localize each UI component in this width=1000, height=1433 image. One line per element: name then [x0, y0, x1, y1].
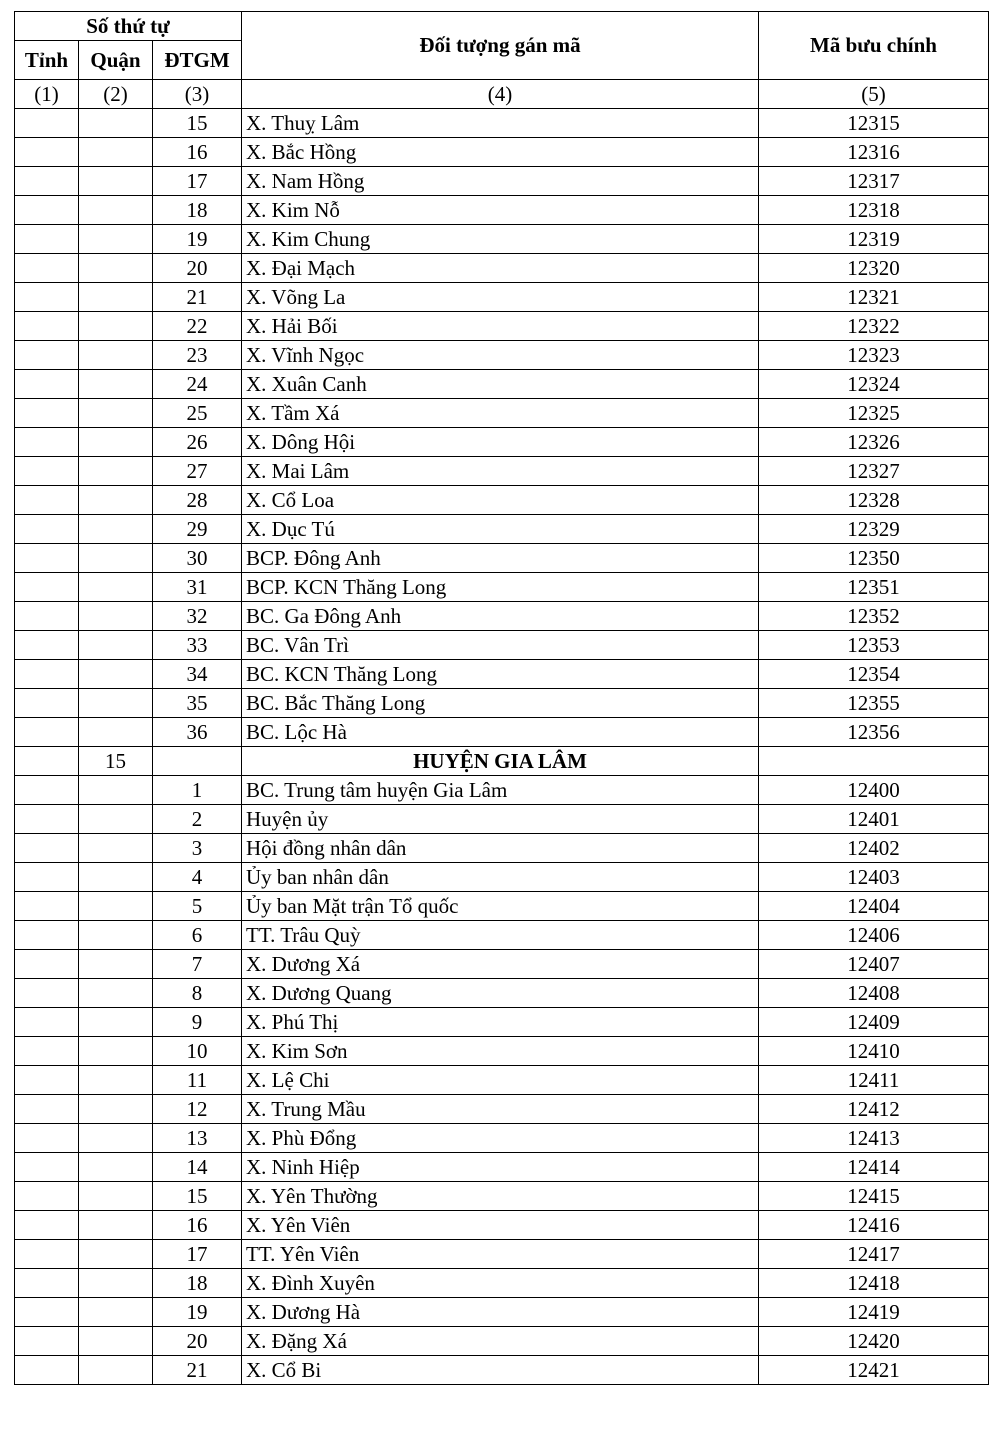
cell-tinh	[15, 950, 79, 979]
cell-tinh	[15, 312, 79, 341]
table-row	[15, 1182, 989, 1211]
table-row	[15, 515, 989, 544]
cell-tinh	[15, 1124, 79, 1153]
cell-dtgm: 33	[153, 631, 242, 660]
cell-tinh	[15, 834, 79, 863]
cell-object: X. Dương Hà	[242, 1298, 759, 1327]
cell-quan	[79, 660, 153, 689]
cell-object: X. Dông Hội	[242, 428, 759, 457]
cell-dtgm: 20	[153, 1327, 242, 1356]
cell-tinh	[15, 718, 79, 747]
cell-dtgm: 17	[153, 167, 242, 196]
cell-quan	[79, 631, 153, 660]
cell-object: Huyện ủy	[242, 805, 759, 834]
cell-dtgm: 32	[153, 602, 242, 631]
cell-postcode: 12355	[759, 689, 989, 718]
cell-tinh	[15, 544, 79, 573]
cell-tinh	[15, 138, 79, 167]
table-row	[15, 1037, 989, 1066]
table-row	[15, 718, 989, 747]
cell-tinh	[15, 602, 79, 631]
cell-object: X. Yên Thường	[242, 1182, 759, 1211]
table-row	[15, 631, 989, 660]
cell-quan	[79, 718, 153, 747]
cell-quan	[79, 776, 153, 805]
cell-postcode: 12415	[759, 1182, 989, 1211]
cell-postcode: 12404	[759, 892, 989, 921]
table-row	[15, 486, 989, 515]
table-row	[15, 1327, 989, 1356]
cell-object: X. Kim Chung	[242, 225, 759, 254]
cell-quan	[79, 283, 153, 312]
cell-dtgm: 36	[153, 718, 242, 747]
cell-dtgm: 16	[153, 138, 242, 167]
table-row	[15, 1008, 989, 1037]
cell-tinh	[15, 631, 79, 660]
cell-postcode: 12417	[759, 1240, 989, 1269]
column-number-4: (4)	[242, 80, 759, 109]
cell-quan	[79, 544, 153, 573]
table-row	[15, 950, 989, 979]
cell-object: X. Đặng Xá	[242, 1327, 759, 1356]
cell-dtgm: 6	[153, 921, 242, 950]
cell-object: BC. Trung tâm huyện Gia Lâm	[242, 776, 759, 805]
cell-dtgm: 17	[153, 1240, 242, 1269]
cell-quan	[79, 892, 153, 921]
cell-postcode: 12402	[759, 834, 989, 863]
cell-quan	[79, 1008, 153, 1037]
cell-postcode: 12411	[759, 1066, 989, 1095]
column-header-postcode: Mã bưu chính	[759, 12, 989, 80]
cell-postcode: 12324	[759, 370, 989, 399]
cell-object: X. Vĩnh Ngọc	[242, 341, 759, 370]
table-body	[15, 109, 989, 1385]
cell-object: X. Dương Xá	[242, 950, 759, 979]
cell-dtgm: 12	[153, 1095, 242, 1124]
cell-tinh	[15, 196, 79, 225]
cell-dtgm: 28	[153, 486, 242, 515]
cell-tinh	[15, 457, 79, 486]
cell-quan	[79, 138, 153, 167]
cell-dtgm: 31	[153, 573, 242, 602]
district-heading: HUYỆN GIA LÂM	[242, 747, 759, 776]
cell-object: X. Kim Nỗ	[242, 196, 759, 225]
table-row	[15, 254, 989, 283]
cell-tinh	[15, 863, 79, 892]
cell-dtgm: 34	[153, 660, 242, 689]
cell-object: X. Lệ Chi	[242, 1066, 759, 1095]
cell-tinh	[15, 1037, 79, 1066]
cell-object: Ủy ban Mặt trận Tổ quốc	[242, 892, 759, 921]
cell-tinh	[15, 805, 79, 834]
cell-postcode: 12401	[759, 805, 989, 834]
table-row	[15, 196, 989, 225]
cell-quan	[79, 1356, 153, 1385]
cell-object: TT. Trâu Quỳ	[242, 921, 759, 950]
cell-dtgm: 18	[153, 196, 242, 225]
cell-object: BC. Bắc Thăng Long	[242, 689, 759, 718]
table-row	[15, 544, 989, 573]
cell-postcode: 12421	[759, 1356, 989, 1385]
cell-object: BC. Lộc Hà	[242, 718, 759, 747]
cell-tinh	[15, 428, 79, 457]
cell-object: X. Nam Hồng	[242, 167, 759, 196]
cell-tinh	[15, 1298, 79, 1327]
cell-postcode: 12316	[759, 138, 989, 167]
cell-dtgm: 11	[153, 1066, 242, 1095]
cell-postcode: 12320	[759, 254, 989, 283]
cell-object: X. Phú Thị	[242, 1008, 759, 1037]
cell-tinh	[15, 109, 79, 138]
cell-postcode: 12419	[759, 1298, 989, 1327]
cell-quan	[79, 1240, 153, 1269]
cell-quan	[79, 254, 153, 283]
cell-postcode: 12409	[759, 1008, 989, 1037]
cell-quan	[79, 515, 153, 544]
table-row	[15, 979, 989, 1008]
table-row	[15, 138, 989, 167]
cell-object: X. Cổ Bi	[242, 1356, 759, 1385]
column-header-object: Đối tượng gán mã	[242, 12, 759, 80]
cell-dtgm: 9	[153, 1008, 242, 1037]
cell-object: X. Cổ Loa	[242, 486, 759, 515]
cell-tinh	[15, 486, 79, 515]
table-row	[15, 399, 989, 428]
cell-postcode: 12353	[759, 631, 989, 660]
cell-object: Hội đồng nhân dân	[242, 834, 759, 863]
table-row	[15, 225, 989, 254]
table-row	[15, 1095, 989, 1124]
cell-quan	[79, 979, 153, 1008]
cell-tinh	[15, 370, 79, 399]
cell-postcode: 12318	[759, 196, 989, 225]
cell-postcode: 12406	[759, 921, 989, 950]
cell-quan	[79, 921, 153, 950]
cell-dtgm: 15	[153, 109, 242, 138]
cell-postcode: 12327	[759, 457, 989, 486]
table-row	[15, 109, 989, 138]
table-row	[15, 921, 989, 950]
cell-tinh	[15, 689, 79, 718]
cell-dtgm	[153, 747, 242, 776]
cell-quan	[79, 370, 153, 399]
cell-dtgm: 18	[153, 1269, 242, 1298]
cell-quan	[79, 834, 153, 863]
cell-postcode: 12354	[759, 660, 989, 689]
table-row	[15, 834, 989, 863]
column-number-3: (3)	[153, 80, 242, 109]
table-row	[15, 283, 989, 312]
cell-dtgm: 13	[153, 1124, 242, 1153]
cell-object: BC. Ga Đông Anh	[242, 602, 759, 631]
cell-object: X. Mai Lâm	[242, 457, 759, 486]
table-row	[15, 1153, 989, 1182]
cell-object: X. Dục Tú	[242, 515, 759, 544]
cell-tinh	[15, 1153, 79, 1182]
cell-tinh	[15, 1240, 79, 1269]
cell-tinh	[15, 747, 79, 776]
cell-postcode: 12351	[759, 573, 989, 602]
table-row	[15, 370, 989, 399]
cell-quan	[79, 428, 153, 457]
cell-quan	[79, 950, 153, 979]
cell-postcode: 12321	[759, 283, 989, 312]
cell-quan: 15	[79, 747, 153, 776]
table-row	[15, 167, 989, 196]
cell-dtgm: 1	[153, 776, 242, 805]
column-header-quan: Quận	[79, 41, 153, 80]
cell-quan	[79, 399, 153, 428]
cell-dtgm: 24	[153, 370, 242, 399]
column-number-2: (2)	[79, 80, 153, 109]
cell-postcode: 12352	[759, 602, 989, 631]
cell-quan	[79, 1182, 153, 1211]
cell-postcode: 12420	[759, 1327, 989, 1356]
table-row	[15, 805, 989, 834]
cell-object: BC. Vân Trì	[242, 631, 759, 660]
cell-postcode: 12317	[759, 167, 989, 196]
table-row	[15, 573, 989, 602]
cell-dtgm: 20	[153, 254, 242, 283]
cell-postcode: 12326	[759, 428, 989, 457]
cell-tinh	[15, 1182, 79, 1211]
cell-tinh	[15, 921, 79, 950]
cell-postcode: 12323	[759, 341, 989, 370]
cell-quan	[79, 457, 153, 486]
cell-tinh	[15, 1008, 79, 1037]
cell-object: X. Kim Sơn	[242, 1037, 759, 1066]
table-row	[15, 602, 989, 631]
cell-tinh	[15, 1095, 79, 1124]
cell-postcode: 12350	[759, 544, 989, 573]
cell-postcode: 12408	[759, 979, 989, 1008]
cell-quan	[79, 1153, 153, 1182]
table-row	[15, 1240, 989, 1269]
cell-tinh	[15, 1327, 79, 1356]
cell-postcode: 12407	[759, 950, 989, 979]
cell-quan	[79, 602, 153, 631]
table-row	[15, 892, 989, 921]
cell-object: X. Thuỵ Lâm	[242, 109, 759, 138]
cell-tinh	[15, 776, 79, 805]
table-row	[15, 1269, 989, 1298]
cell-tinh	[15, 167, 79, 196]
cell-postcode: 12414	[759, 1153, 989, 1182]
cell-quan	[79, 1037, 153, 1066]
cell-object: X. Trung Mầu	[242, 1095, 759, 1124]
cell-dtgm: 19	[153, 225, 242, 254]
cell-postcode: 12325	[759, 399, 989, 428]
cell-quan	[79, 196, 153, 225]
cell-tinh	[15, 515, 79, 544]
cell-dtgm: 26	[153, 428, 242, 457]
header-row-numbers	[15, 80, 989, 109]
cell-quan	[79, 1211, 153, 1240]
cell-quan	[79, 1095, 153, 1124]
cell-dtgm: 19	[153, 1298, 242, 1327]
cell-tinh	[15, 660, 79, 689]
cell-quan	[79, 689, 153, 718]
cell-dtgm: 35	[153, 689, 242, 718]
column-header-tinh: Tỉnh	[15, 41, 79, 80]
cell-quan	[79, 109, 153, 138]
cell-object: BC. KCN Thăng Long	[242, 660, 759, 689]
cell-postcode: 12410	[759, 1037, 989, 1066]
cell-dtgm: 10	[153, 1037, 242, 1066]
table-row	[15, 1211, 989, 1240]
cell-tinh	[15, 1356, 79, 1385]
cell-dtgm: 30	[153, 544, 242, 573]
table-row	[15, 689, 989, 718]
cell-postcode: 12356	[759, 718, 989, 747]
cell-tinh	[15, 399, 79, 428]
cell-dtgm: 16	[153, 1211, 242, 1240]
header-row-top	[15, 12, 989, 41]
cell-object: X. Võng La	[242, 283, 759, 312]
cell-object: X. Dương Quang	[242, 979, 759, 1008]
column-header-dtgm: ĐTGM	[153, 41, 242, 80]
cell-object: X. Hải Bối	[242, 312, 759, 341]
cell-postcode: 12403	[759, 863, 989, 892]
table-row	[15, 776, 989, 805]
cell-postcode: 12315	[759, 109, 989, 138]
cell-postcode: 12400	[759, 776, 989, 805]
cell-object: TT. Yên Viên	[242, 1240, 759, 1269]
cell-dtgm: 5	[153, 892, 242, 921]
table-row	[15, 428, 989, 457]
cell-postcode: 12319	[759, 225, 989, 254]
table-row	[15, 312, 989, 341]
table-row	[15, 1124, 989, 1153]
cell-object: X. Đại Mạch	[242, 254, 759, 283]
cell-tinh	[15, 573, 79, 602]
cell-dtgm: 15	[153, 1182, 242, 1211]
cell-tinh	[15, 892, 79, 921]
cell-object: BCP. KCN Thăng Long	[242, 573, 759, 602]
table-row	[15, 1066, 989, 1095]
cell-object: X. Tầm Xá	[242, 399, 759, 428]
cell-object: BCP. Đông Anh	[242, 544, 759, 573]
cell-dtgm: 3	[153, 834, 242, 863]
cell-dtgm: 8	[153, 979, 242, 1008]
cell-quan	[79, 167, 153, 196]
cell-quan	[79, 1124, 153, 1153]
cell-object: X. Bắc Hồng	[242, 138, 759, 167]
cell-quan	[79, 1066, 153, 1095]
cell-postcode: 12328	[759, 486, 989, 515]
cell-object: X. Xuân Canh	[242, 370, 759, 399]
cell-postcode: 12322	[759, 312, 989, 341]
cell-object: X. Phù Đổng	[242, 1124, 759, 1153]
cell-quan	[79, 1327, 153, 1356]
table-row	[15, 457, 989, 486]
table-row	[15, 1356, 989, 1385]
cell-quan	[79, 805, 153, 834]
table-row	[15, 660, 989, 689]
table-row	[15, 1298, 989, 1327]
cell-tinh	[15, 341, 79, 370]
cell-dtgm: 14	[153, 1153, 242, 1182]
table-row	[15, 863, 989, 892]
cell-postcode: 12329	[759, 515, 989, 544]
cell-dtgm: 23	[153, 341, 242, 370]
cell-dtgm: 27	[153, 457, 242, 486]
cell-quan	[79, 573, 153, 602]
cell-dtgm: 21	[153, 1356, 242, 1385]
cell-postcode	[759, 747, 989, 776]
cell-quan	[79, 225, 153, 254]
cell-quan	[79, 1269, 153, 1298]
cell-tinh	[15, 1211, 79, 1240]
cell-dtgm: 21	[153, 283, 242, 312]
cell-dtgm: 29	[153, 515, 242, 544]
cell-tinh	[15, 254, 79, 283]
cell-quan	[79, 863, 153, 892]
cell-dtgm: 4	[153, 863, 242, 892]
cell-quan	[79, 1298, 153, 1327]
group-header-stt: Số thứ tự	[15, 12, 242, 41]
cell-dtgm: 2	[153, 805, 242, 834]
cell-postcode: 12412	[759, 1095, 989, 1124]
cell-object: Ủy ban nhân dân	[242, 863, 759, 892]
cell-postcode: 12413	[759, 1124, 989, 1153]
column-number-1: (1)	[15, 80, 79, 109]
cell-tinh	[15, 1269, 79, 1298]
cell-tinh	[15, 283, 79, 312]
cell-tinh	[15, 1066, 79, 1095]
cell-tinh	[15, 979, 79, 1008]
cell-dtgm: 22	[153, 312, 242, 341]
column-number-5: (5)	[759, 80, 989, 109]
cell-quan	[79, 486, 153, 515]
cell-object: X. Ninh Hiệp	[242, 1153, 759, 1182]
cell-object: X. Đình Xuyên	[242, 1269, 759, 1298]
cell-dtgm: 25	[153, 399, 242, 428]
table-row	[15, 747, 989, 776]
cell-tinh	[15, 225, 79, 254]
cell-postcode: 12418	[759, 1269, 989, 1298]
postcode-table	[14, 11, 989, 1385]
cell-object: X. Yên Viên	[242, 1211, 759, 1240]
table-row	[15, 341, 989, 370]
cell-dtgm: 7	[153, 950, 242, 979]
cell-quan	[79, 341, 153, 370]
cell-postcode: 12416	[759, 1211, 989, 1240]
cell-quan	[79, 312, 153, 341]
